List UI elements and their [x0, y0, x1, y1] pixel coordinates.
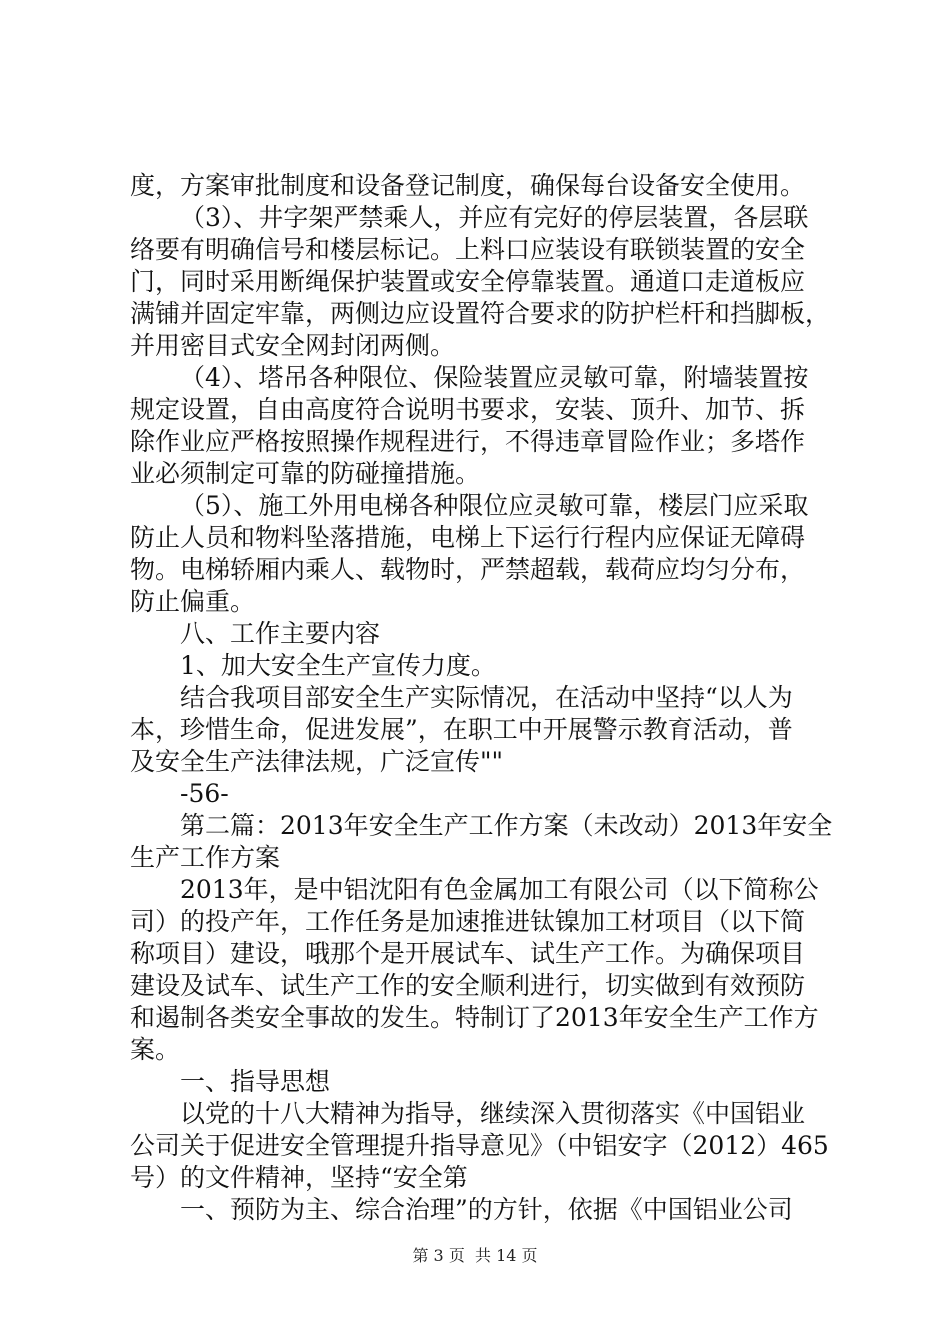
- document-body: [130, 170, 835, 1226]
- text-line: 号）的文件精神，坚持“安全第: [130, 1163, 468, 1192]
- text-line: 络要有明确信号和楼层标记。上料口应装设有联锁装置的安全: [130, 235, 806, 264]
- section-heading: 一、指导思想: [180, 1067, 331, 1096]
- chapter-title: 生产工作方案: [130, 843, 281, 872]
- text-line: 称项目）建设，哦那个是开展试车、试生产工作。为确保项目: [130, 939, 806, 968]
- inline-page-number: -56-: [180, 779, 229, 808]
- text-line: 结合我项目部安全生产实际情况，在活动中坚持“以人为: [180, 683, 793, 712]
- text-line: 以党的十八大精神为指导，继续深入贯彻落实《中国铝业: [180, 1099, 806, 1128]
- text-line: 度，方案审批制度和设备登记制度，确保每台设备安全使用。: [130, 171, 806, 200]
- text-line: （5）、施工外用电梯各种限位应灵敏可靠，楼层门应采取: [180, 491, 809, 520]
- text-line: 门，同时采用断绳保护装置或安全停靠装置。通道口走道板应: [130, 267, 806, 296]
- text-line: 业必须制定可靠的防碰撞措施。: [130, 459, 481, 488]
- text-line: 2013年，是中铝沈阳有色金属加工有限公司（以下简称公: [180, 875, 819, 904]
- text-line: 司）的投产年，工作任务是加速推进钛镍加工材项目（以下简: [130, 907, 806, 936]
- section-heading: 八、工作主要内容: [180, 619, 381, 648]
- text-line: 防止偏重。: [130, 587, 256, 616]
- chapter-title: 第二篇：2013年安全生产工作方案（未改动）2013年安全: [180, 811, 833, 840]
- text-line: 物。电梯轿厢内乘人、载物时，严禁超载，载荷应均匀分布，: [130, 555, 806, 584]
- text-line: 公司关于促进安全管理提升指导意见》（中铝安字（2012）465: [130, 1131, 829, 1160]
- text-line: 防止人员和物料坠落措施，电梯上下运行行程内应保证无障碍: [130, 523, 806, 552]
- text-line: 及安全生产法律法规，广泛宣传"": [130, 747, 503, 776]
- text-line: 本，珍惜生命，促进发展”，在职工中开展警示教育活动，普: [130, 715, 793, 744]
- text-line: 满铺并固定牢靠，两侧边应设置符合要求的防护栏杆和挡脚板，: [130, 299, 831, 328]
- text-line: 建设及试车、试生产工作的安全顺利进行，切实做到有效预防: [130, 971, 806, 1000]
- text-line: 并用密目式安全网封闭两侧。: [130, 331, 456, 360]
- text-line: 除作业应严格按照操作规程进行，不得违章冒险作业；多塔作: [130, 427, 806, 456]
- text-line: 案。: [130, 1035, 181, 1064]
- text-line: （3）、井字架严禁乘人，并应有完好的停层装置，各层联: [180, 203, 809, 232]
- page-footer: 第 3 页 共 14 页: [412, 1246, 538, 1265]
- text-line: 一、预防为主、综合治理”的方针，依据《中国铝业公司: [180, 1195, 793, 1224]
- subsection-heading: 1、加大安全生产宣传力度。: [180, 651, 496, 680]
- text-line: 和遏制各类安全事故的发生。特制订了2013年安全生产工作方: [130, 1003, 819, 1032]
- text-line: （4）、塔吊各种限位、保险装置应灵敏可靠，附墙装置按: [180, 363, 809, 392]
- text-line: 规定设置，自由高度符合说明书要求，安装、顶升、加节、拆: [130, 395, 806, 424]
